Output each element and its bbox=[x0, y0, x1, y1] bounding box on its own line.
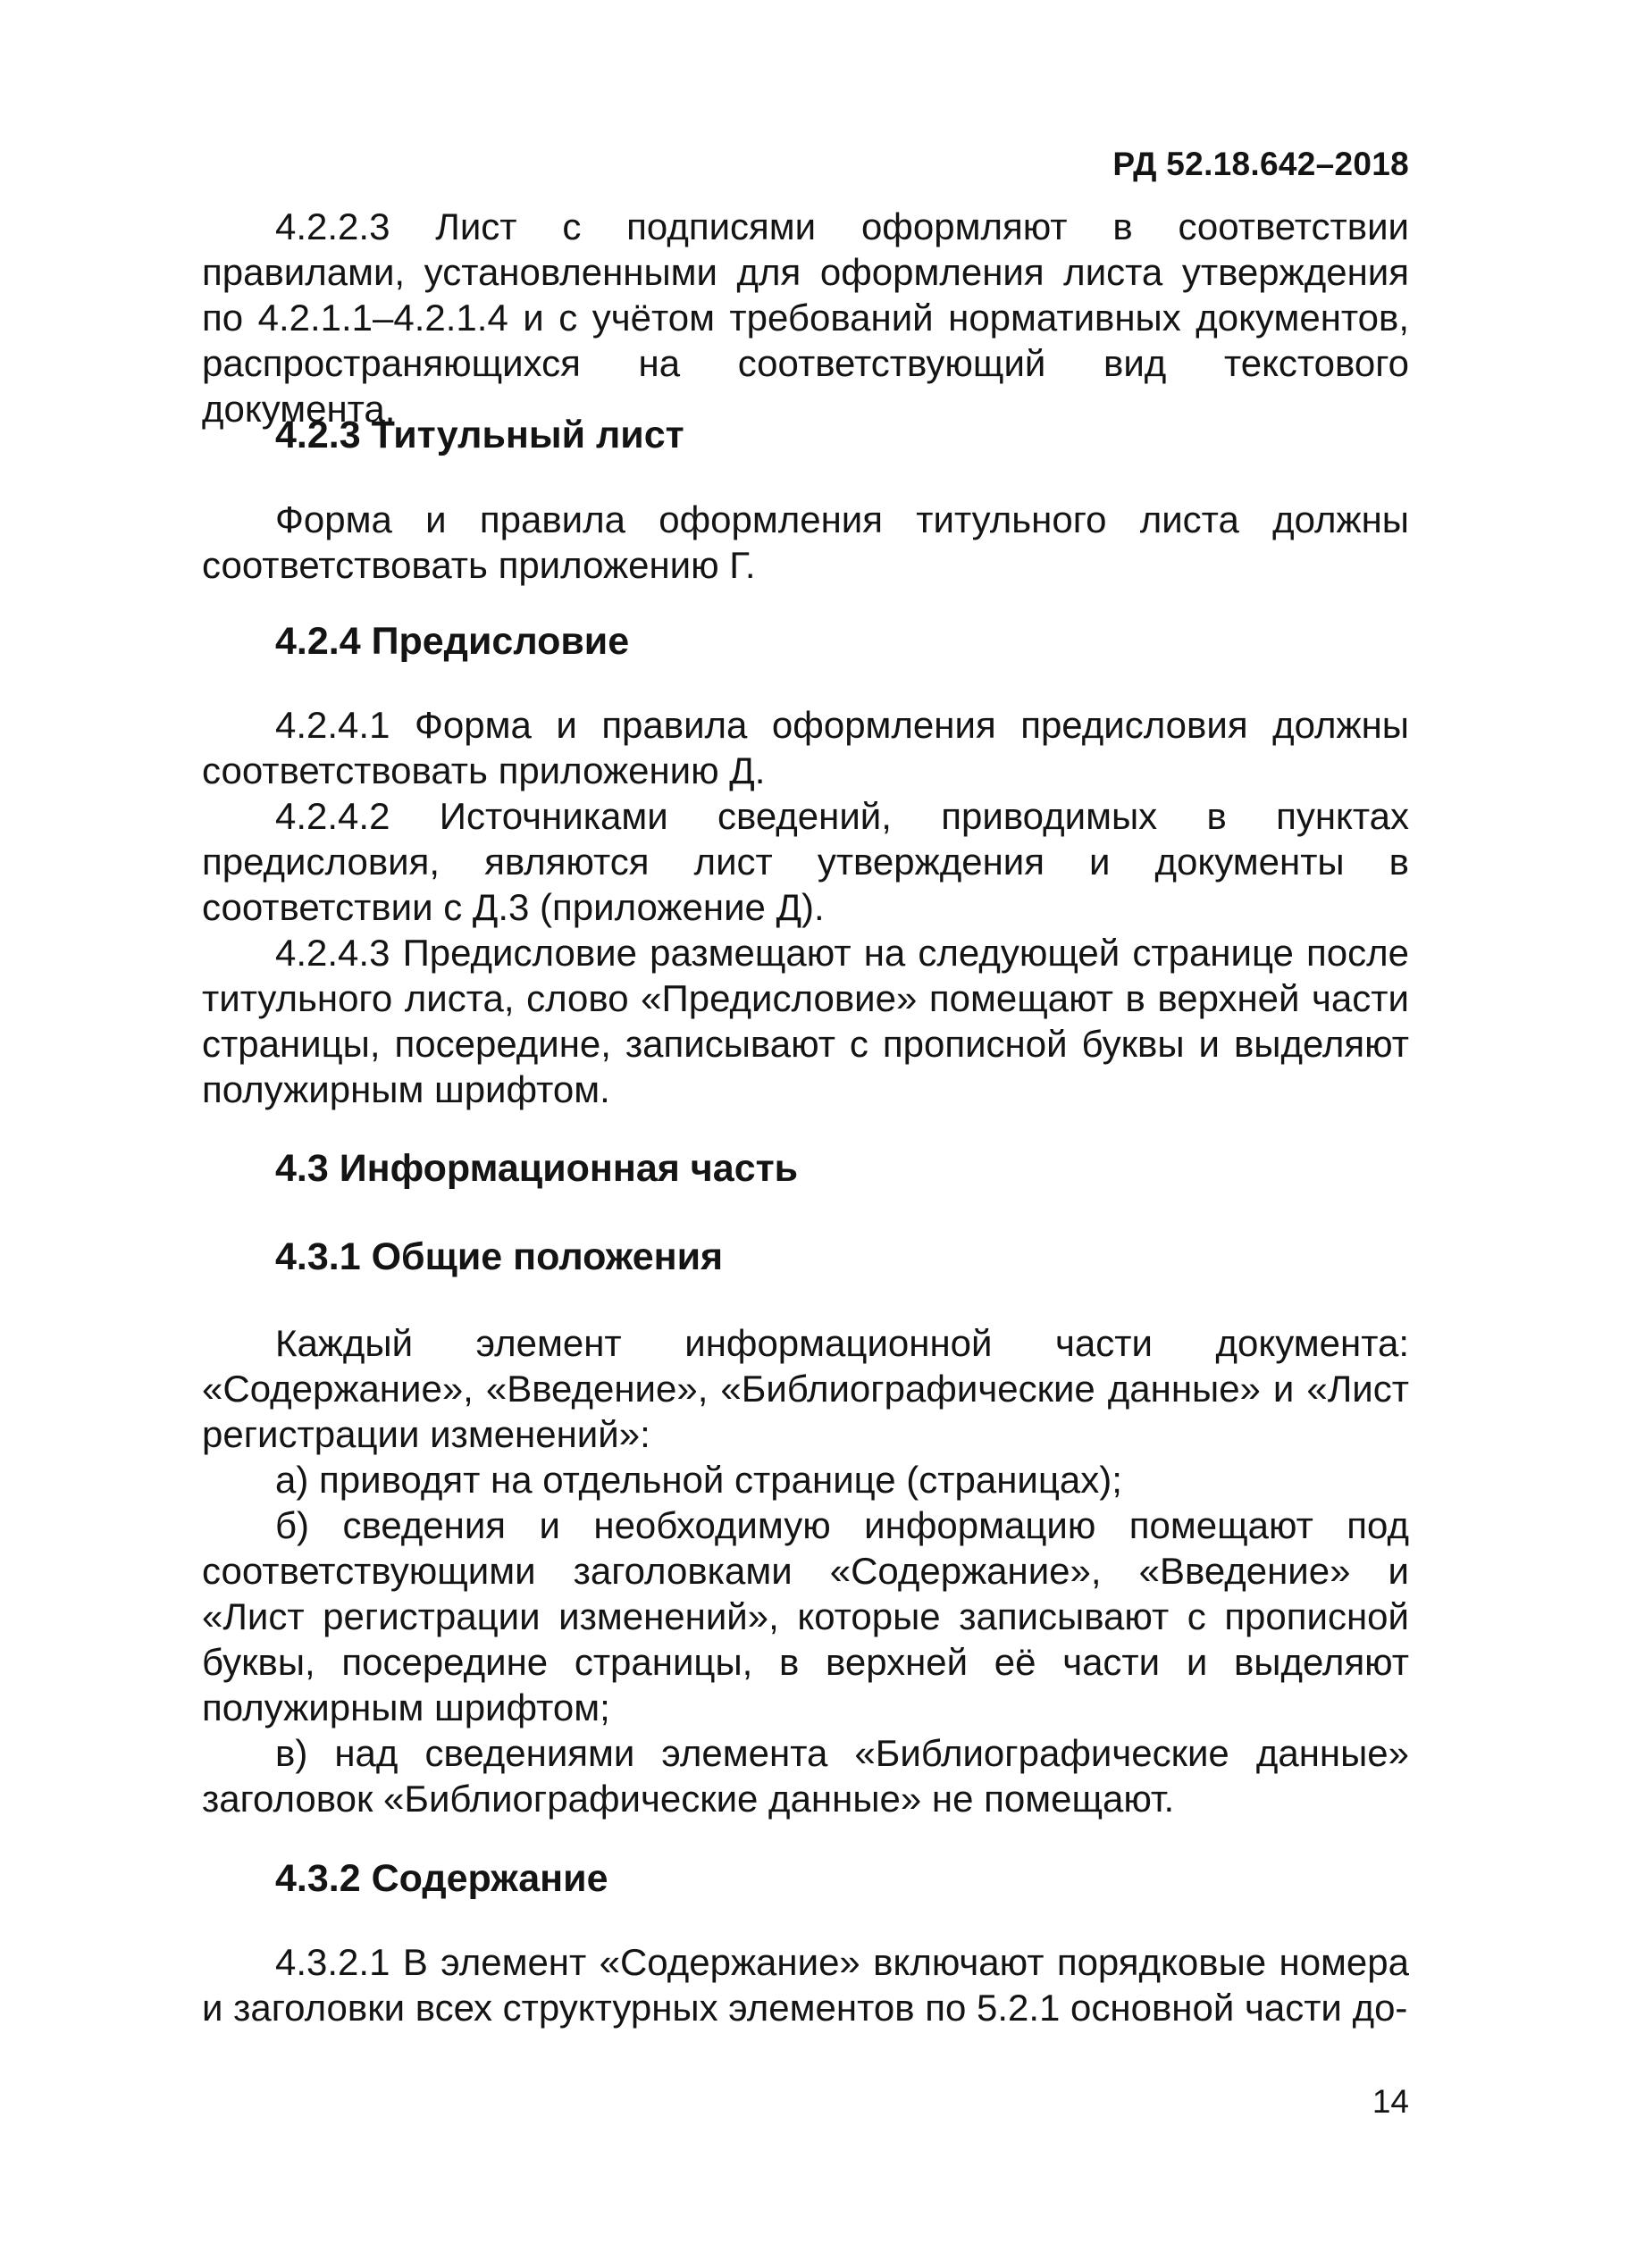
paragraph-block-431 bbox=[202, 1320, 1409, 1821]
paragraph-4-2-4-1: 4.2.4.1 Форма и правила оформления предисловия должны соответствовать приложению Д. bbox=[202, 704, 1409, 791]
heading-4-3-1-general: 4.3.1 Общие положения bbox=[275, 1235, 724, 1278]
paragraph-each-element: Каждый элемент информационной части документа: «Содержание», «Введение», «Библиографические данные» и «Лист регистрации изменений»: bbox=[202, 1322, 1409, 1455]
paragraph-title-page-form: Форма и правила оформления титульного листа должны соответствовать приложению Г. bbox=[202, 498, 1409, 586]
paragraph-block-4223 bbox=[202, 204, 1409, 431]
list-item-b: б) сведения и необходимую информацию помещают под соответствующими заголовками «Содержание», «Введение» и «Лист регистрации изменений», которые записывают с прописной буквы, посередине страницы, в верхней её части и выделяют полужирным шрифтом; bbox=[202, 1504, 1409, 1728]
paragraph-4-2-4-3: 4.2.4.3 Предисловие размещают на следующей странице после титульного листа, слово «Предисловие» помещают в верхней части страницы, посередине, записывают с прописной буквы и выделяют полужирным шрифтом. bbox=[202, 932, 1409, 1110]
paragraph-block-423 bbox=[202, 497, 1409, 588]
heading-4-2-3-title-page: 4.2.3 Титульный лист bbox=[275, 414, 684, 456]
page-number: 14 bbox=[1372, 2083, 1409, 2120]
paragraph-4-2-4-2: 4.2.4.2 Источниками сведений, приводимых в пунктах предисловия, являются лист утверждения и документы в соответствии с Д.3 (приложение Д). bbox=[202, 795, 1409, 928]
paragraph-4-3-2-1: 4.3.2.1 В элемент «Содержание» включают порядковые номера и заголовки всех структурных элементов по 5.2.1 основной части до- bbox=[202, 1941, 1409, 2029]
paragraph-block-424 bbox=[202, 702, 1409, 1112]
heading-4-3-information-part: 4.3 Информационная часть bbox=[275, 1147, 799, 1190]
paragraph-block-432 bbox=[202, 1939, 1409, 2030]
list-item-a: а) приводят на отдельной странице (страницах); bbox=[275, 1459, 1122, 1501]
paragraph-4-2-2-3: 4.2.2.3 Лист с подписями оформляют в соответствии правилами, установленными для оформления листа утверждения по 4.2.1.1–4.2.1.4 и с учётом требований нормативных документов, распространяющихся на соответствующий вид текстового документа. bbox=[202, 205, 1409, 430]
list-item-c: в) над сведениями элемента «Библиографические данные» заголовок «Библиографические данные» не помещают. bbox=[202, 1732, 1409, 1820]
document-code-header: РД 52.18.642–2018 bbox=[1112, 146, 1409, 182]
heading-4-2-4-preface: 4.2.4 Предисловие bbox=[275, 620, 630, 663]
heading-4-3-2-contents: 4.3.2 Содержание bbox=[275, 1857, 608, 1900]
